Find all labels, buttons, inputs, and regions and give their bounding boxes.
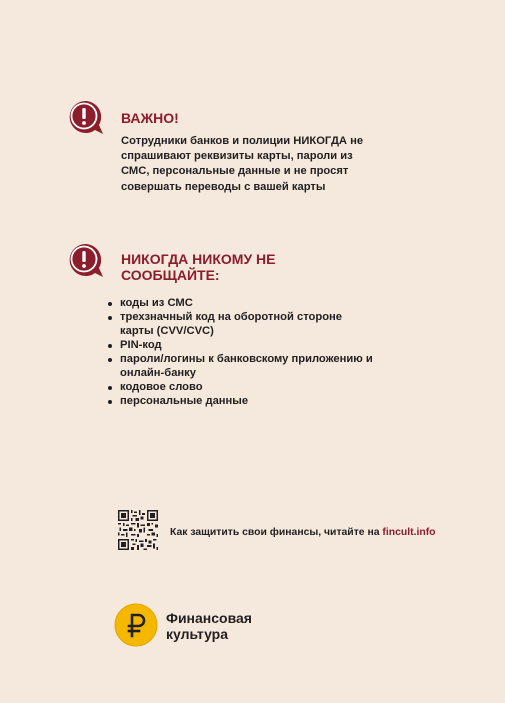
list-item: PIN-код: [108, 338, 378, 352]
list-item: коды из СМС: [108, 296, 378, 310]
ruble-coin-icon: [114, 603, 158, 647]
list-item: трехзначный код на оборотной стороне карты (CVV/CVC): [108, 310, 378, 338]
list-item: пароли/логины к банковскому приложению и онлайн-банку: [108, 352, 378, 380]
never-share-heading: НИКОГДА НИКОМУ НЕ СООБЩАЙТЕ:: [121, 251, 276, 283]
exclamation-speech-bubble-icon: [66, 241, 106, 281]
list-item: кодовое слово: [108, 380, 378, 394]
qr-caption: [170, 526, 436, 540]
fincult-link[interactable]: fincult.info: [382, 527, 436, 538]
qr-caption-text: Как защитить свои финансы, читайте на: [170, 527, 380, 538]
exclamation-speech-bubble-icon: [66, 98, 106, 138]
important-heading: ВАЖНО!: [121, 110, 179, 126]
logo-name: Финансовая культура: [166, 610, 252, 642]
never-share-list: [108, 296, 378, 408]
important-text: Сотрудники банков и полиции НИКОГДА не спрашивают реквизиты карты, пароли из СМС, персональные данные и не просят совершать переводы с вашей карты: [121, 135, 364, 193]
qr-code-icon[interactable]: [118, 510, 158, 550]
list-item: персональные данные: [108, 394, 378, 408]
